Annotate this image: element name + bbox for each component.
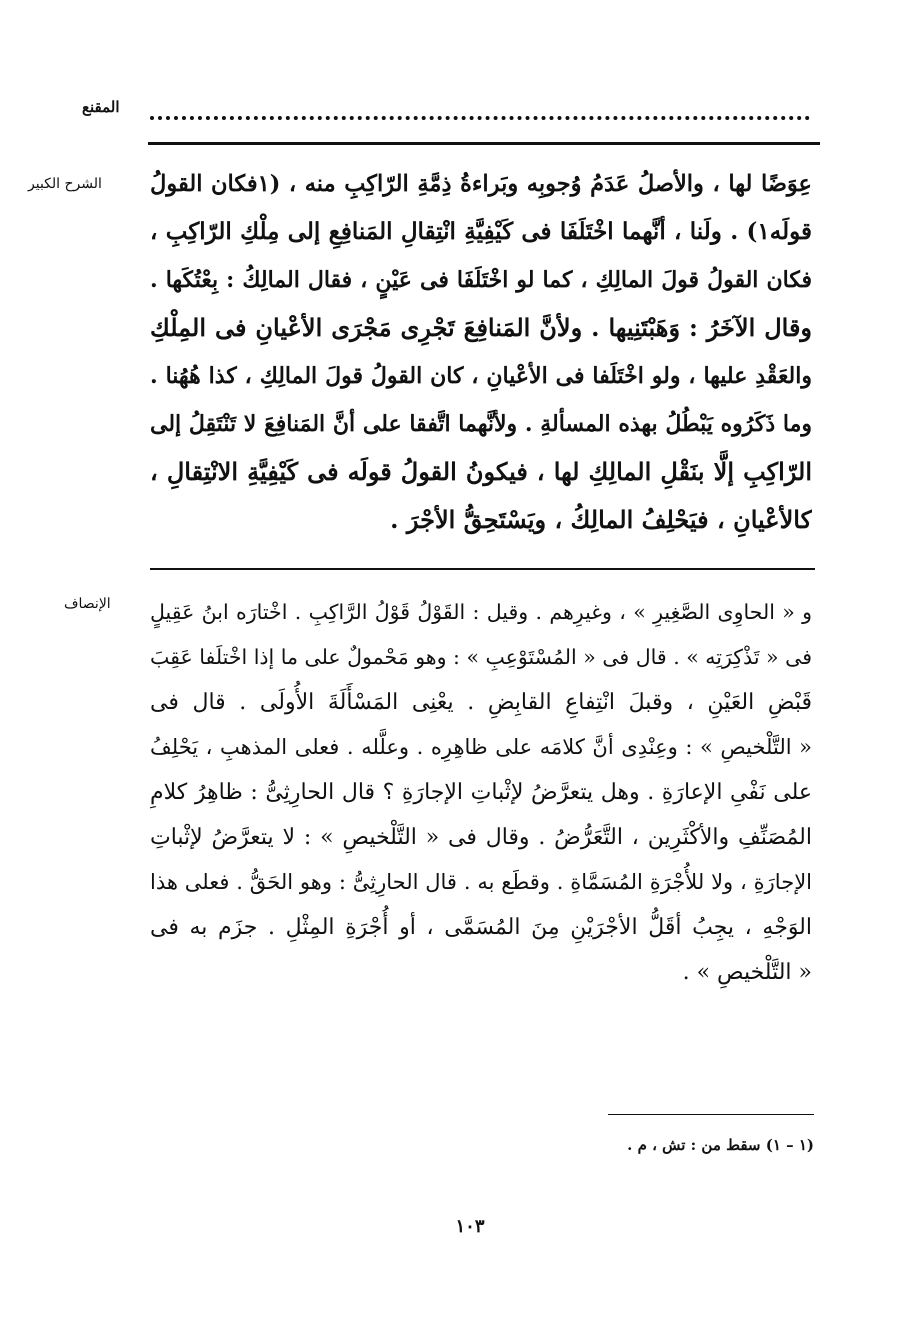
text-line: على نَفْىِ الإعارَةِ . وهل يتعرَّضُ لإثْباتِ الإجارَةِ ؟ قال الحارِثِىُّ : ظاهِرُ كلامِ (150, 780, 812, 805)
text-line: « التَّلْخيصِ » . (682, 960, 812, 985)
text-line: الرّاكِبِ إلَّا بنَقْلِ المالِكِ لها ، فيكونُ القولُ قولَه فى كَيْفِيَّةِ الانْتِقالِ ، (150, 457, 812, 486)
text-line: الوَجْهِ ، يجِبُ أقَلُّ الأجْرَيْنِ مِنَ المُسَمَّى ، أو أُجْرَةِ المِثْلِ . جزَم به فى (150, 915, 812, 940)
running-header-title: المقنع (82, 98, 120, 116)
page-number: ١٠٣ (455, 1216, 485, 1237)
text-line: وقال الآخَرُ : وَهَبْتَنِيها . ولأنَّ المَنافِعَ تَجْرِى مَجْرَى الأعْيانِ فى المِلْكِ (150, 313, 812, 342)
header-rule (148, 142, 820, 145)
side-label-sharh: الشرح الكبير (28, 176, 102, 192)
text-line: قولَه١) . ولَنا ، أنَّهما اخْتَلَفَا فى كَيْفِيَّةِ انْتِقالِ المَنافِعِ إلى مِلْكِ الرّاكِبِ ، (150, 218, 812, 245)
text-line: قَبْضِ العَيْنِ ، وقبلَ انْتِفاعِ القابِضِ . يعْنِى المَسْأَلَةَ الأُولَى . قال فى (150, 690, 812, 715)
text-line: الإجارَةِ ، ولا للأُجْرَةِ المُسَمَّاةِ . وقطَع به . قال الحارِثِىُّ : وهو الحَقُّ . فعلى هذا (150, 870, 812, 894)
footnote: (١ – ١) سقط من : تش ، م . (627, 1136, 814, 1154)
header-dotted-leader (150, 100, 810, 120)
text-line: و « الحاوِى الصَّغِيرِ » ، وغيرِهم . وقيل : القَوْلُ قَوْلُ الرَّاكِبِ . اخْتارَه ابنُ عَقِيلٍ (150, 600, 812, 624)
sharh-text-block (150, 160, 812, 544)
text-line: فى « تَذْكِرَتِه » . قال فى « المُسْتَوْعِبِ » : وهو مَحْمولٌ على ما إذا اخْتلَفا عَقِبَ (150, 645, 812, 669)
text-line: عِوَضًا لها ، والأصلُ عَدَمُ وُجوبِه وبَراءةُ ذِمَّةِ الرّاكِبِ منه ، (١فكان القولُ (150, 171, 812, 197)
text-line: وما ذَكَرُوه يَبْطُلُ بهذه المسألةِ . ولأنَّهما اتَّفقا على أنَّ المَنافِعَ لا تَنْتَقِلُ إلى (150, 411, 812, 437)
text-line: المُصَنِّفِ والأكْثَرِين ، التَّعَرُّضُ . وقال فى « التَّلْخيصِ » : لا يتعرَّضُ لإثْباتِ (150, 825, 812, 850)
text-line: فكان القولُ قولَ المالِكِ ، كما لو اخْتَلَفَا فى عَيْنٍ ، فقال المالِكُ : بِعْتُكَها . (150, 267, 812, 293)
text-line: كالأعْيانِ ، فيَحْلِفُ المالِكُ ، ويَسْتَحِقُّ الأجْرَ . (390, 505, 812, 534)
text-line: والعَقْدِ عليها ، ولو اخْتَلَفا فى الأعْيانِ ، كان القولُ قولَ المالِكِ ، كذا هُهُنا . (150, 363, 812, 389)
side-label-insaf: الإنصاف (64, 596, 111, 612)
text-line: « التَّلْخيصِ » : وعِنْدِى أنَّ كلامَه على ظاهِرِه . وعلَّله . فعلى المذهبِ ، يَحْلِفُ (150, 735, 812, 759)
section-divider (150, 568, 815, 570)
insaf-text-block (150, 590, 812, 995)
footnote-rule (608, 1114, 814, 1115)
